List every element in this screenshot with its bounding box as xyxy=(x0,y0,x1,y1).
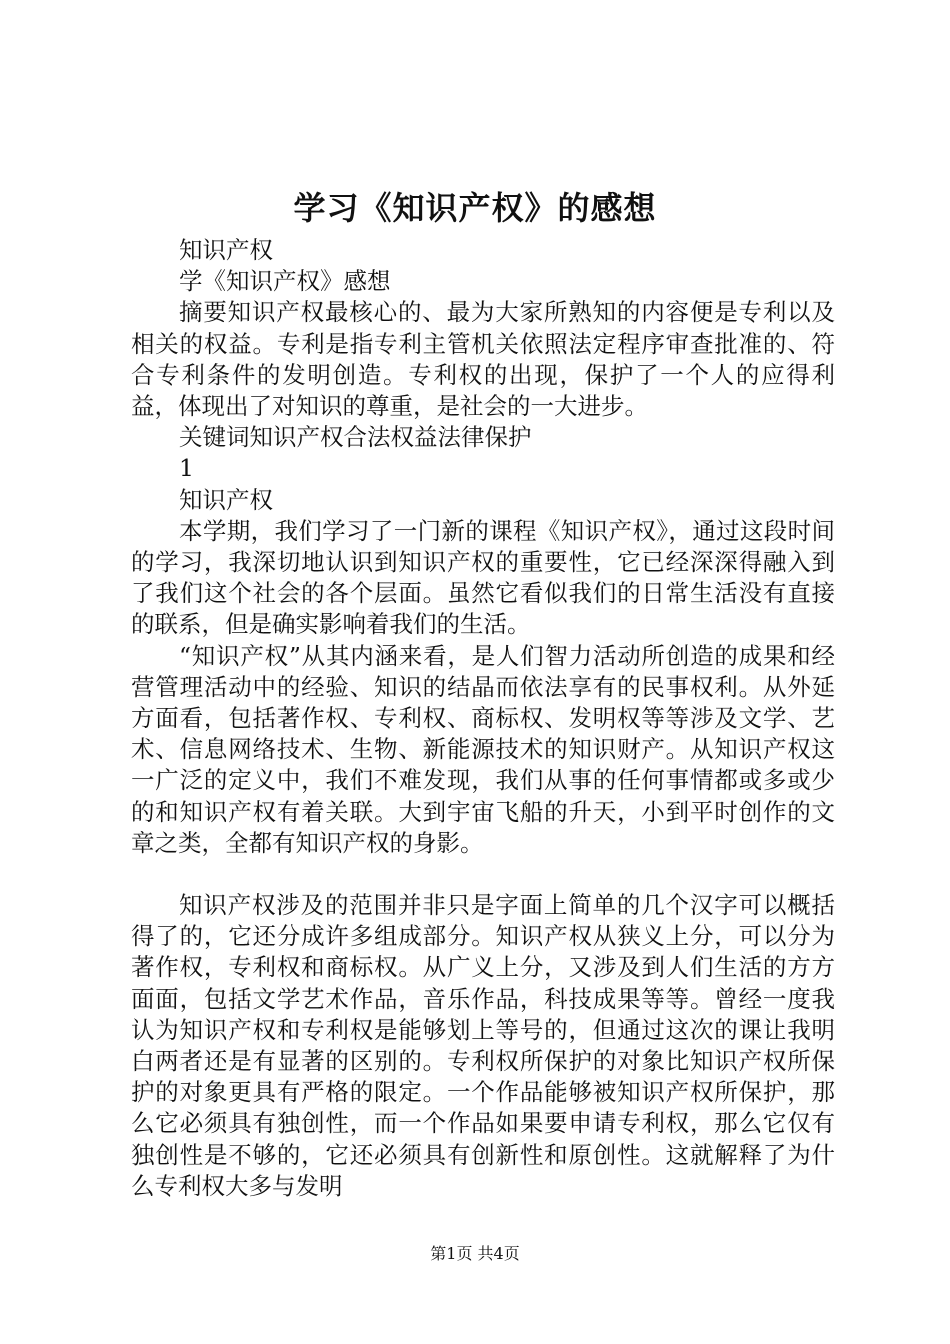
document-body xyxy=(131,235,835,1202)
body-paragraph: 本学期，我们学习了一门新的课程《知识产权》，通过这段时间的学习，我深切地认识到知识产权的重要性，它已经深深得融入到了我们这个社会的各个层面。虽然它看似我们的日常生活没有直接的联系，但是确实影响着我们的生活。 xyxy=(131,516,835,639)
document-title: 学习《知识产权》的感想 xyxy=(293,189,657,227)
section-number: 1 xyxy=(179,454,194,483)
body-paragraph: “知识产权”从其内涵来看，是人们智力活动所创造的成果和经营管理活动中的经验、知识的结晶而依法享有的民事权利。从外延方面看，包括著作权、专利权、商标权、发明权等等涉及文学、艺术、信息网络技术、生物、新能源技术的知识财产。从知识产权这一广泛的定义中，我们不难发现，我们从事的任何事情都或多或少的和知识产权有着关联。大到宇宙飞船的升天，小到平时创作的文章之类，全都有知识产权的身影。 xyxy=(131,641,835,857)
section-heading: 知识产权 xyxy=(179,236,273,264)
section-heading: 知识产权 xyxy=(179,485,273,514)
page-footer: 第1页 共4页 xyxy=(430,1244,520,1263)
abstract-paragraph: 摘要知识产权最核心的、最为大家所熟知的内容便是专利以及相关的权益。专利是指专利主管机关依照法定程序审查批准的、符合专利条件的发明创造。专利权的出现，保护了一个人的应得利益，体现出了对知识的尊重，是社会的一大进步。 xyxy=(131,298,835,421)
keywords-line: 关键词知识产权合法权益法律保护 xyxy=(179,423,532,452)
paragraph-spacer xyxy=(131,859,835,890)
subtitle: 学《知识产权》感想 xyxy=(179,267,391,296)
body-paragraph: 知识产权涉及的范围并非只是字面上简单的几个汉字可以概括得了的，它还分成许多组成部分。知识产权从狭义上分，可以分为著作权，专利权和商标权。从广义上分，又涉及到人们生活的方方面面，包括文学艺术作品，音乐作品，科技成果等等。曾经一度我认为知识产权和专利权是能够划上等号的，但通过这次的课让我明白两者还是有显著的区别的。专利权所保护的对象比知识产权所保护的对象更具有严格的限定。一个作品能够被知识产权所保护，那么它必须具有独创性，而一个作品如果要申请专利权，那么它仅有独创性是不够的，它还必须具有创新性和原创性。这就解释了为什么专利权大多与发明 xyxy=(131,891,835,1200)
